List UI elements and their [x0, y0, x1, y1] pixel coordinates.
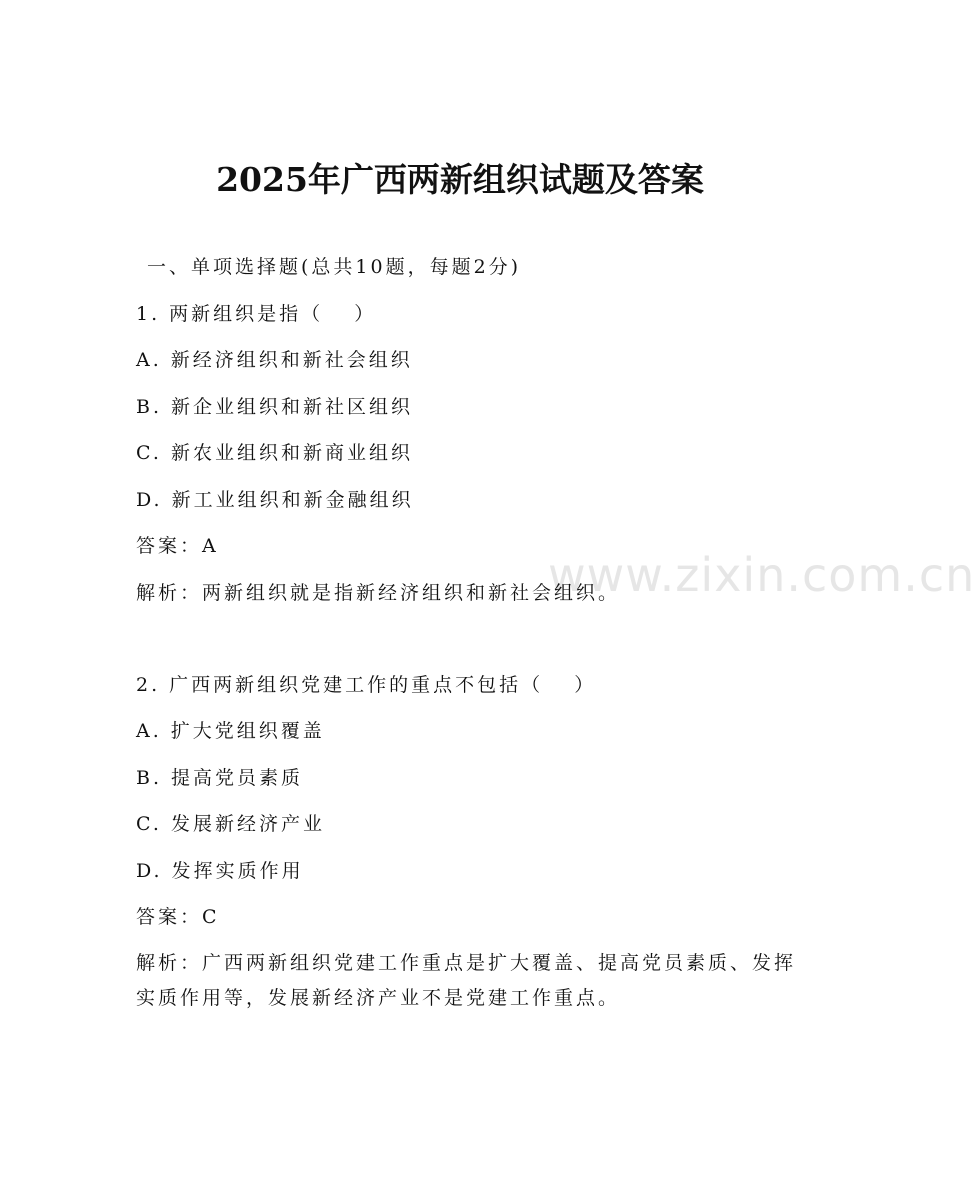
question-2-option-b: B. 提高党员素质	[136, 767, 304, 789]
question-2-answer: 答案：C	[136, 906, 220, 928]
question-1-answer: 答案：A	[136, 535, 219, 557]
question-1-stem: 1. 两新组织是指（ ）	[136, 303, 377, 325]
question-2-option-a: A. 扩大党组织覆盖	[136, 720, 325, 742]
section-heading: 一、单项选择题(总共10题，每题2分)	[147, 256, 522, 278]
question-2-option-c: C. 发展新经济产业	[136, 813, 325, 835]
question-1-option-a: A. 新经济组织和新社会组织	[136, 349, 413, 371]
question-2-explanation-line-1: 解析：广西两新组织党建工作重点是扩大覆盖、提高党员素质、发挥	[136, 952, 797, 974]
question-1-option-c: C. 新农业组织和新商业组织	[136, 442, 413, 464]
page-title: 2025年广西两新组织试题及答案	[216, 160, 704, 199]
watermark: www.zixin.com.cn	[548, 548, 975, 602]
question-1-option-d: D. 新工业组织和新金融组织	[136, 489, 414, 511]
question-2-explanation-line-2: 实质作用等，发展新经济产业不是党建工作重点。	[136, 987, 621, 1009]
question-2-stem: 2. 广西两新组织党建工作的重点不包括（ ）	[136, 674, 597, 696]
question-2-option-d: D. 发挥实质作用	[136, 860, 304, 882]
question-1-option-b: B. 新企业组织和新社区组织	[136, 396, 414, 418]
question-1-explanation-line-1: 解析：两新组织就是指新经济组织和新社会组织。	[136, 582, 621, 604]
